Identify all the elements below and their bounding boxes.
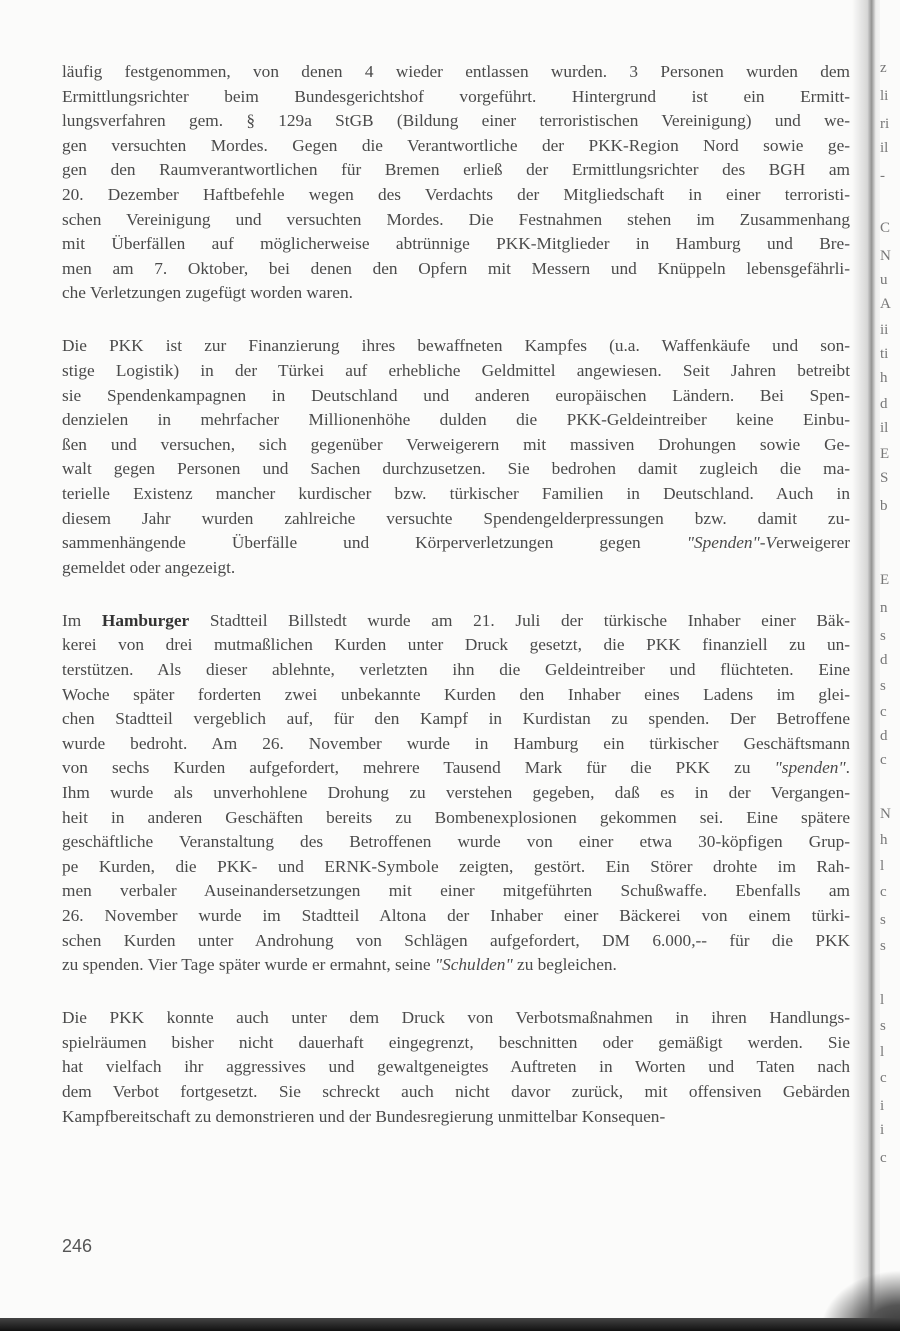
paragraph	[62, 1006, 850, 1129]
bold-text: Hamburger	[101, 610, 190, 630]
text-line: Ermittlungsrichter beim Bundesgerichtshof vorgeführt. Hintergrund ist ein Ermitt-	[62, 86, 850, 106]
text-line: spielräumen bisher nicht dauerhaft eingegrenzt, beschnitten oder gemäßigt werden. Sie	[62, 1032, 850, 1052]
text-line: pe Kurden, die PKK- und ERNK-Symbole zeigten, gestört. Ein Störer drohte im Rah-	[62, 856, 850, 876]
paragraph-gap	[62, 978, 850, 1007]
next-page-fragment: d	[880, 728, 888, 744]
italic-text: "spenden"	[774, 758, 846, 778]
next-page-fragment: u	[880, 272, 888, 288]
text-line: walt gegen Personen und Sachen durchzusetzen. Sie bedrohen damit zugleich die ma-	[62, 459, 850, 479]
next-page-fragment: ti	[880, 346, 889, 362]
text-line: Die PKK ist zur Finanzierung ihres bewaffneten Kampfes (u.a. Waffenkäufe und son-	[62, 336, 850, 356]
next-page-fragment: d	[880, 652, 888, 668]
next-page-fragment: c	[880, 1070, 887, 1086]
text-line: geschäftliche Veranstaltung des Betroffenen wurde von einer etwa 30-köpfigen Grup-	[62, 832, 850, 852]
next-page-fragment: l	[880, 858, 885, 874]
text-line: schen Vereinigung und versuchten Mordes. Die Festnahmen stehen im Zusammenhang	[62, 209, 850, 229]
next-page-fragment: s	[880, 938, 886, 954]
text-line: terielle Existenz mancher kurdischer bzw. türkischer Familien in Deutschland. Auch in	[62, 484, 850, 503]
next-page-fragment: i	[880, 1098, 885, 1114]
text-line: stige Logistik) in der Türkei auf erhebliche Geldmittel angewiesen. Seit Jahren betreibt	[62, 361, 850, 381]
text-line: lungsverfahren gem. § 129a StGB (Bildung einer terroristischen Vereinigung) und we-	[62, 111, 850, 131]
text-line: 20. Dezember Haftbefehle wegen des Verdachts der Mitgliedschaft in einer terroristi-	[62, 184, 850, 204]
text-line: men am 7. Oktober, bei denen den Opfern mit Messern und Knüppeln lebensgefährli-	[62, 258, 850, 278]
next-page-fragment: h	[880, 832, 888, 848]
italic-text: "Schulden"	[434, 955, 513, 975]
text-line: gemeldet oder angezeigt.	[62, 557, 236, 577]
text-line: läufig festgenommen, von denen 4 wieder entlassen wurden. 3 Personen wurden dem	[62, 62, 850, 81]
text-line: Die PKK konnte auch unter dem Druck von Verbotsmaßnahmen in ihren Handlungs-	[62, 1008, 850, 1028]
next-page-fragment: A	[880, 296, 891, 312]
text-line: diesem Jahr wurden zahlreiche versuchte Spendengelderpressungen bzw. damit zu-	[62, 508, 850, 528]
paragraph	[62, 334, 850, 580]
next-page-fragment: C	[880, 220, 891, 236]
text-line: sie Spendenkampagnen in Deutschland und anderen europäischen Ländern. Bei Spen-	[62, 385, 850, 405]
text-line: Ihm wurde als unverhohlene Drohung zu verstehen gegeben, daß es in der Vergangen-	[62, 783, 850, 803]
text-line: Woche später forderten zwei unbekannte Kurden den Inhaber eines Ladens im glei-	[62, 684, 850, 704]
next-page-fragment: n	[880, 600, 888, 616]
next-page-fragment: s	[880, 678, 886, 694]
next-page-fragment: s	[880, 628, 886, 644]
text-line: ßen und versuchen, sich gegenüber Verweigerern mit massiven Drohungen sowie Ge-	[62, 434, 850, 454]
next-page-fragment: c	[880, 704, 887, 720]
next-page-fragment: -	[880, 168, 885, 184]
paragraph	[62, 609, 850, 978]
next-page-fragment: c	[880, 1150, 887, 1166]
text-line: kerei von drei mutmaßlichen Kurden unter Druck gesetzt, die PKK finanziell zu un-	[62, 635, 850, 655]
text-line: dem Verbot fortgesetzt. Sie schreckt auch nicht davor zurück, mit offensiven Gebärden	[62, 1082, 850, 1102]
text-line	[62, 609, 850, 634]
text-segment: von sechs Kurden aufgefordert, mehrere Tausend Mark für die PKK zu	[62, 758, 775, 778]
paragraph-gap	[62, 580, 850, 609]
text-segment: sammenhängende Überfälle und Körperverletzungen gegen	[62, 533, 687, 553]
text-line: terstützen. Als dieser ablehnte, verletzten ihn die Geldeintreiber und flüchteten. Eine	[62, 660, 850, 680]
book-gutter-shadow	[852, 0, 880, 1331]
next-page-fragment: li	[880, 88, 889, 104]
text-line	[62, 953, 850, 978]
next-page-fragment: N	[880, 806, 891, 822]
paragraph	[62, 60, 850, 306]
text-segment: Stadtteil Billstedt wurde am 21. Juli der türkische Inhaber einer Bäk-	[189, 610, 850, 630]
text-line: che Verletzungen zugefügt worden waren.	[62, 283, 353, 303]
text-line: chen Stadtteil vergeblich auf, für den Kampf in Kurdistan zu spenden. Der Betroffene	[62, 709, 850, 729]
next-page-fragment: E	[880, 446, 890, 462]
next-page-fragment: N	[880, 248, 891, 264]
text-line: mit Überfällen auf möglicherweise abtrünnige PKK-Mitglieder in Hamburg und Bre-	[62, 234, 850, 254]
next-page-fragment: ii	[880, 322, 889, 338]
text-line: men verbaler Auseinandersetzungen mit einer mitgeführten Schußwaffe. Ebenfalls am	[62, 881, 850, 901]
text-segment: .	[845, 758, 850, 778]
next-page-fragment: l	[880, 1044, 885, 1060]
text-line: schen Kurden unter Androhung von Schlägen aufgefordert, DM 6.000,-- für die PKK	[62, 930, 850, 950]
next-page-fragment: z	[880, 60, 887, 76]
next-page-fragment: s	[880, 912, 886, 928]
text-line	[62, 756, 850, 781]
text-segment: Im	[62, 610, 102, 630]
page-body	[62, 60, 850, 1129]
text-line	[62, 531, 850, 556]
next-page-fragment: ri	[880, 116, 890, 132]
next-page-fragment: E	[880, 572, 890, 588]
text-line: gen versuchten Mordes. Gegen die Verantwortliche der PKK-Region Nord sowie ge-	[62, 135, 850, 155]
text-line: heit in anderen Geschäften bereits zu Bombenexplosionen gekommen sei. Eine spätere	[62, 807, 850, 827]
text-segment: zu begleichen.	[512, 955, 617, 975]
text-segment: erweigerer	[776, 533, 850, 553]
text-line: Kampfbereitschaft zu demonstrieren und der Bundesregierung unmittelbar Konsequen-	[62, 1106, 666, 1126]
text-line: denzielen in mehrfacher Millionenhöhe dulden die PKK-Geldeintreiber keine Einbu-	[62, 410, 850, 430]
scan-bottom-edge	[0, 1318, 900, 1331]
next-page-edge	[878, 0, 900, 1331]
italic-text: "Spenden"-V	[686, 533, 777, 553]
page-number: 246	[62, 1236, 93, 1256]
text-line: wurde bedroht. Am 26. November wurde in Hamburg ein türkischer Geschäftsmann	[62, 733, 850, 753]
next-page-fragment: h	[880, 370, 888, 386]
next-page-fragment: d	[880, 396, 888, 412]
paragraph-gap	[62, 306, 850, 335]
next-page-fragment: c	[880, 752, 887, 768]
next-page-fragment: l	[880, 992, 885, 1008]
text-segment: zu spenden. Vier Tage später wurde er ermahnt, seine	[62, 955, 435, 975]
next-page-fragment: b	[880, 498, 888, 514]
next-page-fragment: s	[880, 1018, 886, 1034]
text-line: gen den Raumverantwortlichen für Bremen erließ der Ermittlungsrichter des BGH am	[62, 160, 850, 180]
next-page-fragment: c	[880, 884, 887, 900]
text-line: 26. November wurde im Stadtteil Altona der Inhaber einer Bäckerei von einem türki-	[62, 906, 850, 925]
next-page-fragment: S	[880, 470, 889, 486]
next-page-fragment: il	[880, 140, 889, 156]
text-line: hat vielfach ihr aggressives und gewaltgeneigtes Auftreten in Worten und Taten nach	[62, 1057, 850, 1077]
next-page-fragment: il	[880, 420, 889, 436]
next-page-fragment: i	[880, 1122, 885, 1138]
